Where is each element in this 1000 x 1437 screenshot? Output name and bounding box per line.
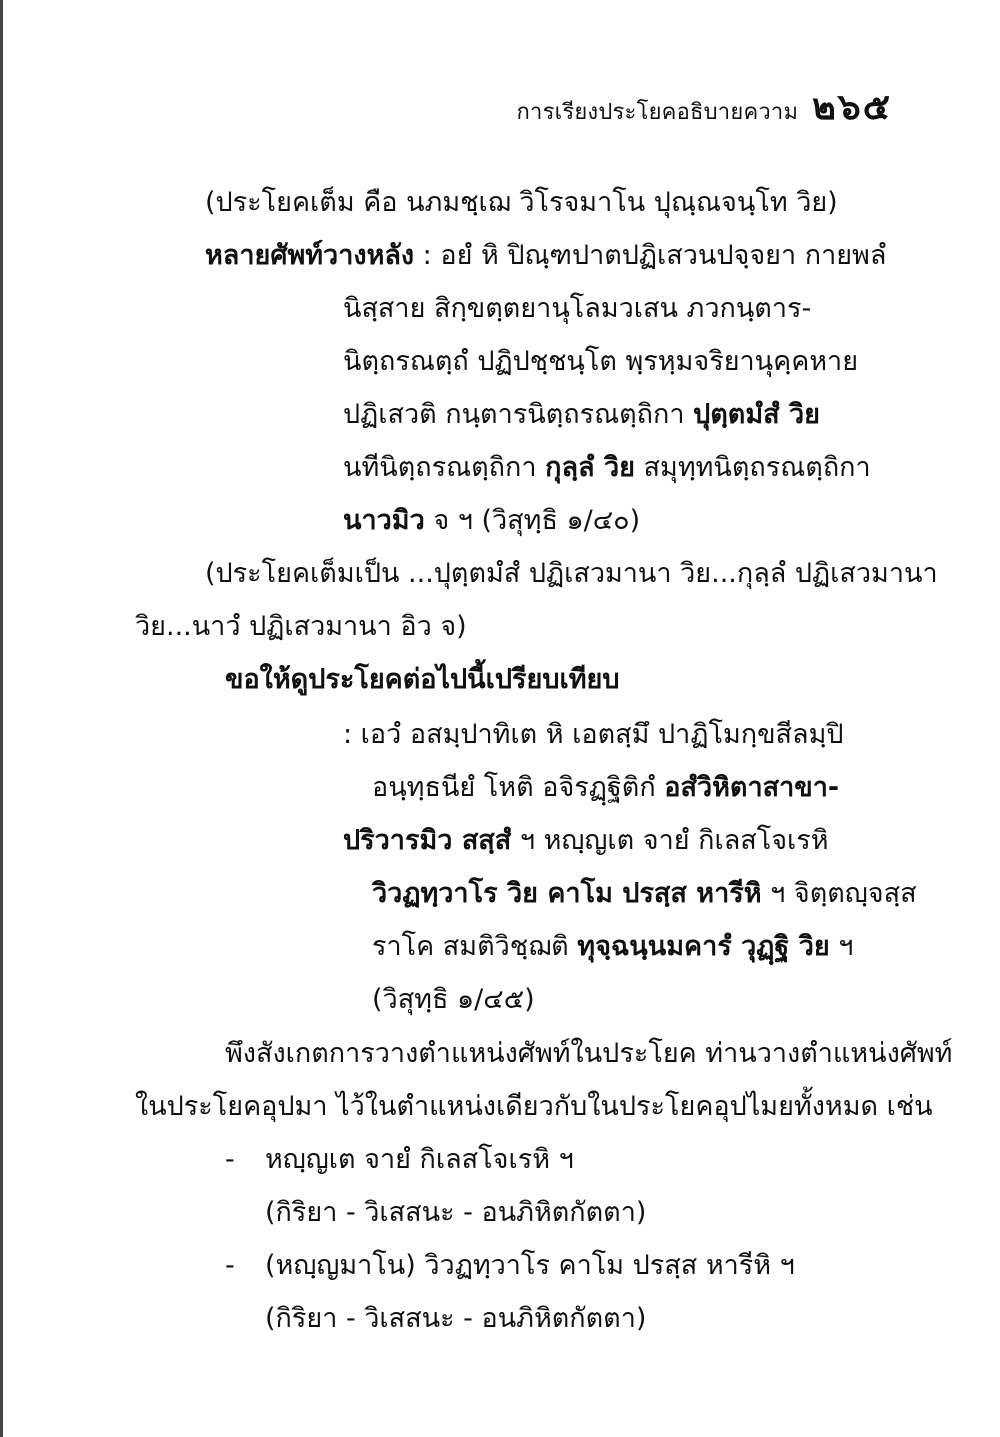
text-line-18	[135, 1087, 933, 1127]
running-header	[517, 78, 892, 135]
bullet-dash: -	[225, 1250, 235, 1281]
text-span: ฯ หญฺญเต จายํ กิเลสโจเรหิ	[511, 825, 829, 856]
text-line-11	[343, 715, 844, 755]
text-line-10	[225, 660, 619, 700]
text-span: (ประโยคเต็ม คือ นภมชฺเฌ วิโรจมาโน ปุณฺณจนฺโท วิย)	[205, 187, 838, 218]
text-line-4	[343, 342, 858, 382]
text-line-16	[372, 980, 535, 1020]
text-span: หญฺญเต จายํ กิเลสโจเรหิ ฯ	[265, 1144, 574, 1175]
text-span: นทีนิตฺถรณตฺถิกา	[343, 452, 546, 483]
text-line-9	[135, 607, 467, 647]
text-span: ฯ จิตฺตญฺจสฺส	[761, 878, 917, 909]
bullet-dash: -	[225, 1144, 235, 1175]
bold-term: ปุตฺตมํสํ วิย	[693, 399, 820, 430]
text-span: (กิริยา - วิเสสนะ - อนภิหิตกัตตา)	[265, 1303, 647, 1334]
text-line-13	[343, 821, 829, 861]
text-line-7	[343, 501, 640, 541]
text-line-12	[372, 768, 839, 808]
text-span: ในประโยคอุปมา ไว้ในตำแหน่งเดียวกับในประโยคอุปไมยทั้งหมด เช่น	[135, 1091, 933, 1122]
page-left-border	[0, 0, 3, 1437]
section-heading-bold: หลายศัพท์วางหลัง	[205, 240, 415, 271]
bold-term: นาวมิว	[343, 505, 425, 536]
text-span: ฯ	[829, 931, 854, 962]
bold-term: กุลฺลํ วิย	[545, 452, 635, 483]
text-span: ปฏิเสวติ กนฺตารนิตฺถรณตฺถิกา	[343, 399, 694, 430]
text-line-17	[225, 1034, 952, 1074]
text-span: นิสฺสาย สิกฺขตฺตยานุโลมวเสน ภวกนฺตาร-	[343, 293, 812, 324]
text-line-20	[265, 1193, 646, 1233]
text-line-3	[343, 289, 811, 329]
text-span: จ ฯ (วิสุทฺธิ ๑/๔๐)	[424, 505, 641, 536]
section-heading-bold: ขอให้ดูประโยคต่อไปนี้เปรียบเทียบ	[225, 664, 620, 695]
text-line-15	[372, 927, 853, 967]
bold-term: อสํวิหิตาสาขา-	[664, 772, 840, 803]
text-span: : เอวํ อสมฺปาทิเต หิ เอตสฺมึ ปาฏิโมกฺขสีลมฺปิ	[343, 719, 844, 750]
text-span: พึงสังเกตการวางตำแหน่งศัพท์ในประโยค ท่านวางตำแหน่งศัพท์	[225, 1038, 953, 1069]
text-span: (วิสุทฺธิ ๑/๔๕)	[372, 984, 535, 1015]
text-line-14	[372, 874, 917, 914]
text-line-22	[265, 1299, 646, 1339]
text-span: วิย...นาวํ ปฏิเสวมานา อิว จ)	[135, 611, 467, 642]
text-line-6	[343, 448, 871, 488]
text-span: สมุทฺทนิตฺถรณตฺถิกา	[634, 452, 871, 483]
bullet-line-2	[225, 1246, 795, 1286]
bullet-line-1	[225, 1140, 574, 1180]
text-span: (กิริยา - วิเสสนะ - อนภิหิตกัตตา)	[265, 1197, 647, 1228]
text-line-2	[205, 236, 886, 276]
bold-term: ปริวารมิว สสฺสํ	[343, 825, 512, 856]
text-span: ราโค สมติวิชฺฌติ	[372, 931, 578, 962]
text-span: อนฺทฺธนียํ โหติ อจิรฏฺฐิติกํ	[372, 772, 665, 803]
running-header-title: การเรียงประโยคอธิบายความ	[516, 100, 799, 125]
text-line-8	[205, 554, 938, 594]
text-span: (ประโยคเต็มเป็น ...ปุตฺตมํสํ ปฏิเสวมานา วิย...กุลฺลํ ปฏิเสวมานา	[205, 558, 938, 589]
text-span: (หญฺญมาโน) วิวฏทฺวาโร คาโม ปรสฺส หารีหิ ฯ	[265, 1250, 795, 1281]
page-number: ๒๖๕	[812, 87, 892, 128]
text-line-1	[205, 183, 838, 223]
text-line-5	[343, 395, 820, 435]
bold-term: ทุจฺฉนฺนมคารํ วุฏฺฐิ วิย	[577, 931, 830, 962]
bold-term: วิวฏทฺวาโร วิย คาโม ปรสฺส หารีหิ	[372, 878, 762, 909]
text-span: นิตฺถรณตฺถํ ปฏิปชฺชนฺโต พฺรหฺมจริยานุคฺคหาย	[343, 346, 859, 377]
text-span: : อยํ หิ ปิณฺฑปาตปฏิเสวนปจฺจยา กายพลํ	[414, 240, 887, 271]
